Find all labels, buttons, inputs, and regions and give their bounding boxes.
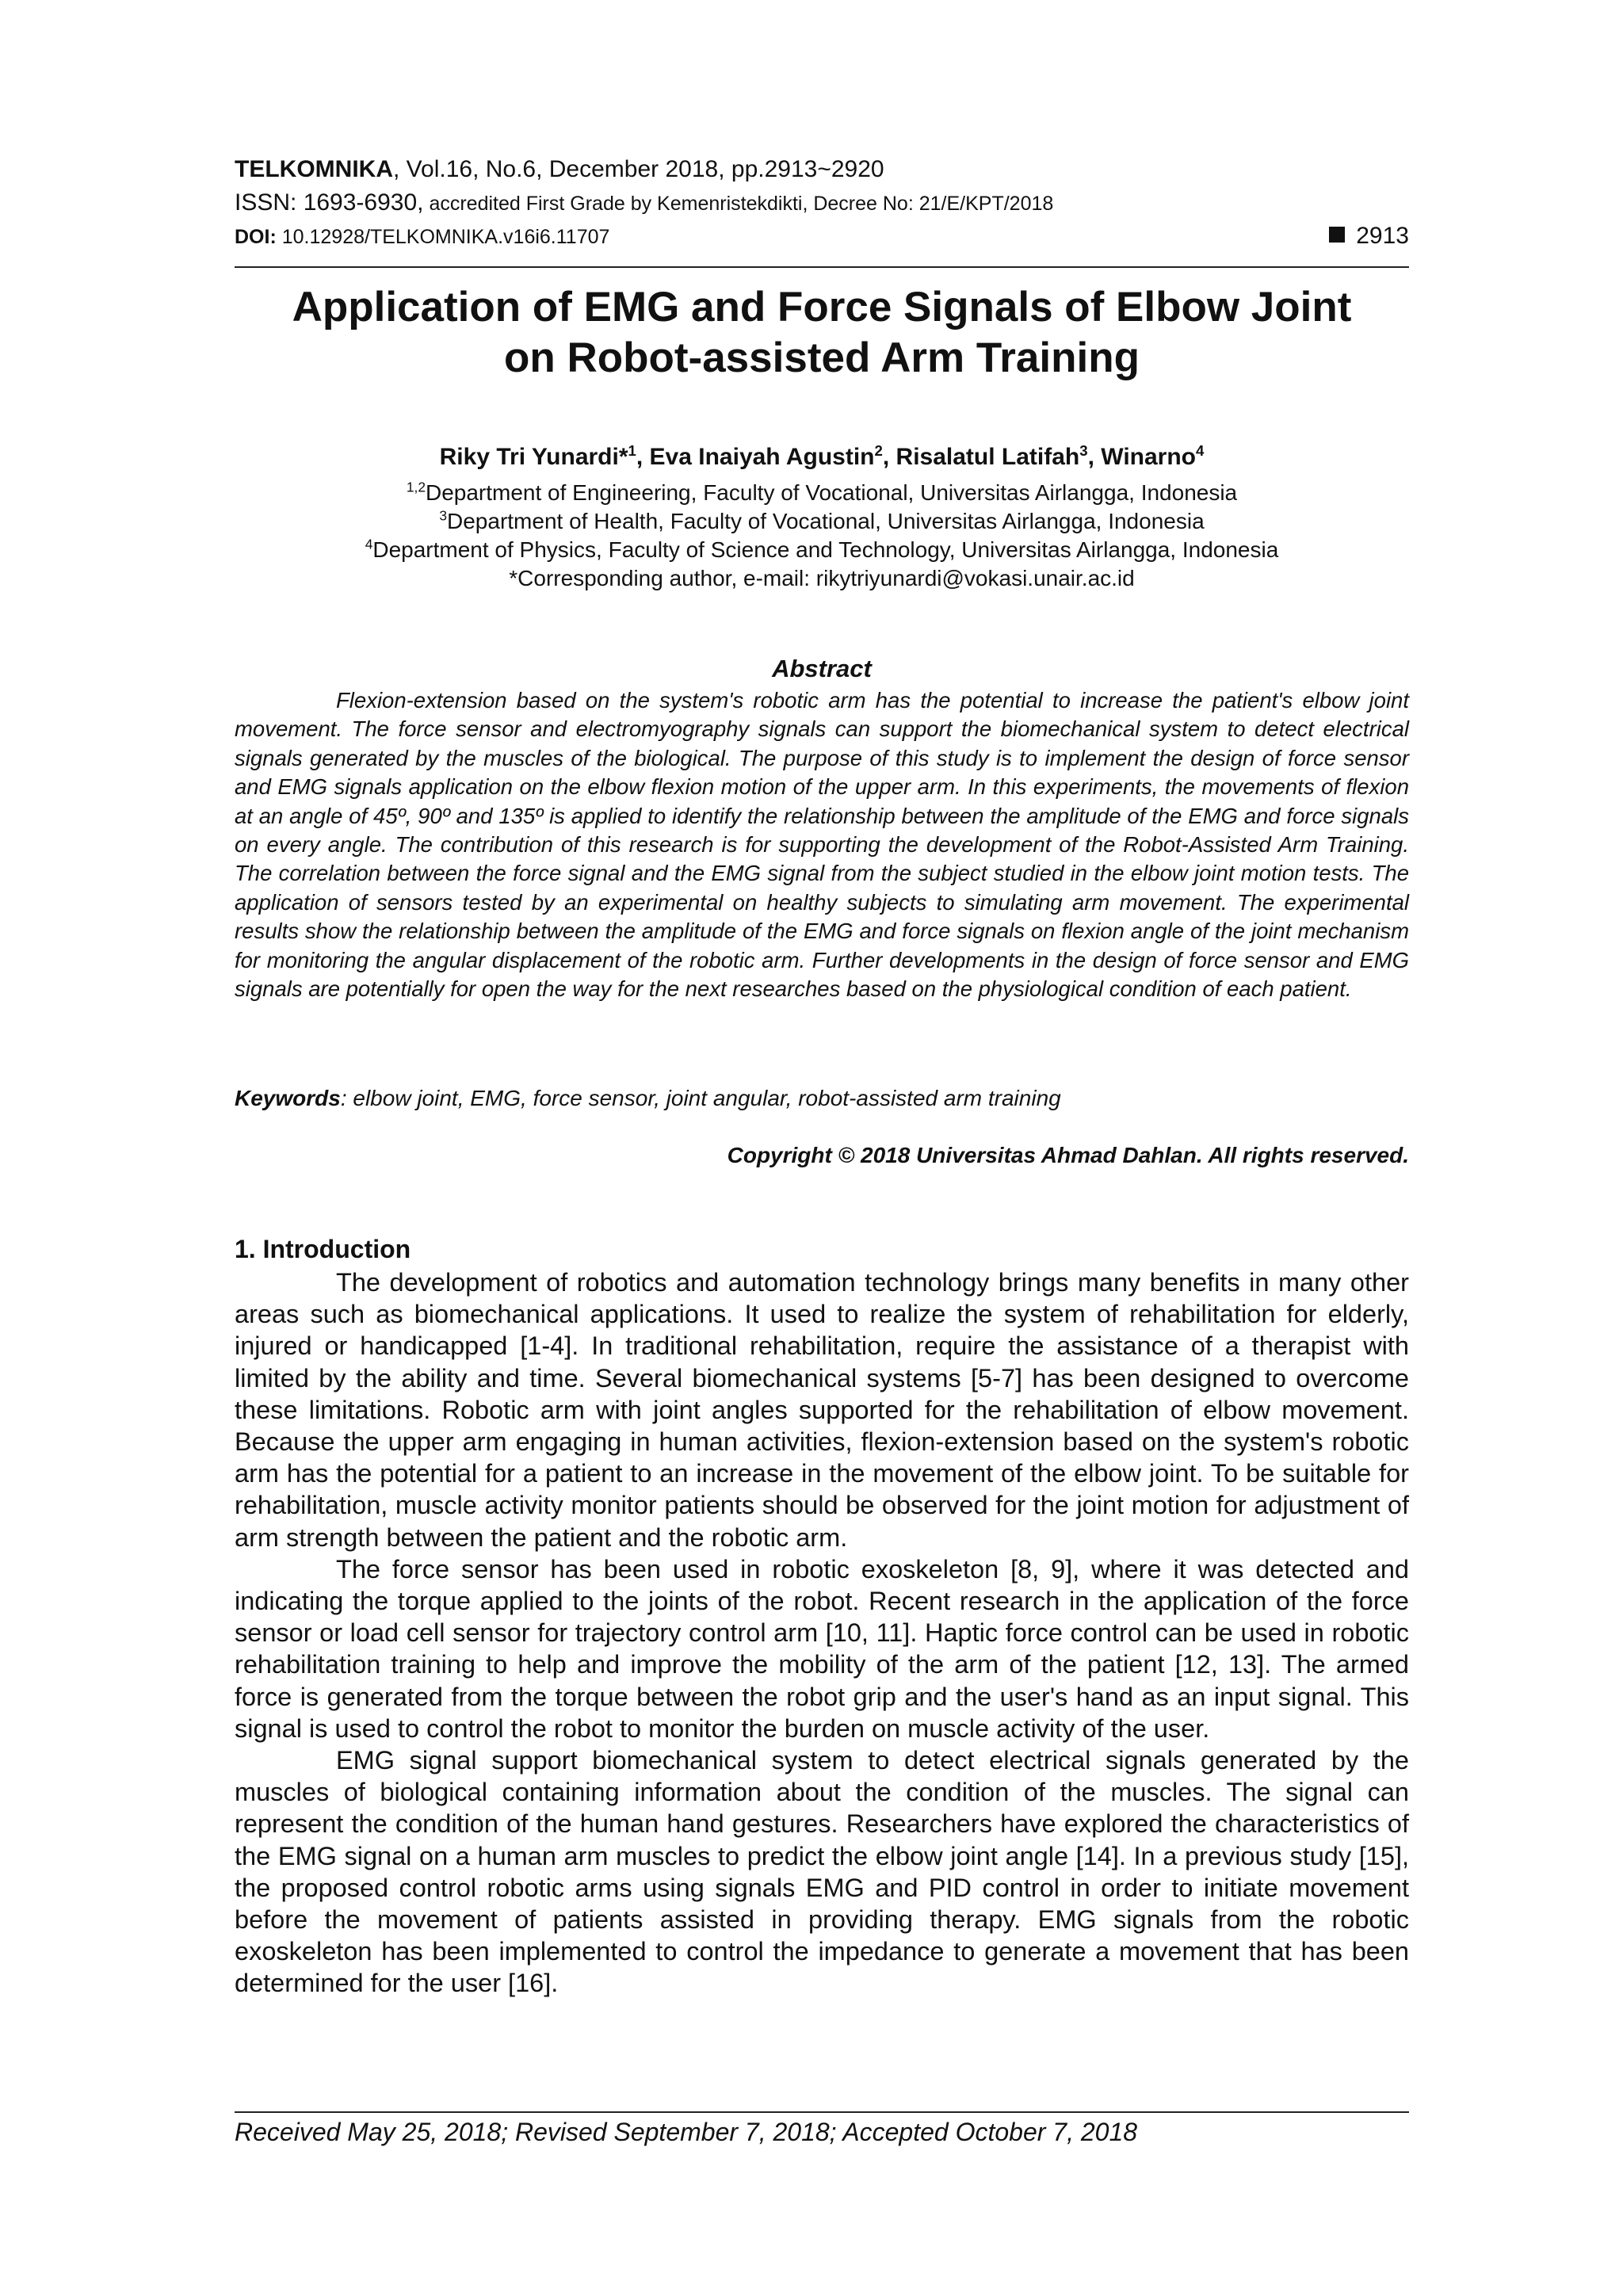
affiliation: [235, 536, 1409, 564]
author-sup: 3: [1079, 442, 1088, 459]
author: Winarno: [1101, 444, 1196, 470]
header-rule: [235, 266, 1409, 268]
paragraph: The force sensor has been used in robotic exoskeleton [8, 9], where it was detected and indicating the torque applied to the joints of the robot. Recent research in the application of the force sensor or load cell sensor for trajectory control arm [10, 11]. Haptic force control can be used in robotic rehabilitation training to help and improve the mobility of the arm of the patient [12, 13]. The armed force is generated from the torque between the robot grip and the user's hand as an input signal. This signal is used to control the robot to monitor the burden on muscle activity of the user.: [235, 1554, 1409, 1743]
affiliation-sup: 3: [439, 507, 447, 524]
received-dates: Received May 25, 2018; Revised September 7, 2018; Accepted October 7, 2018: [235, 2118, 1138, 2146]
issn: ISSN: 1693-6930,: [235, 189, 424, 216]
author-sep: ,: [882, 444, 896, 470]
accreditation: accredited First Grade by Kemenristekdikti, Decree No: 21/E/KPT/2018: [423, 193, 1054, 215]
corresponding-author: *Corresponding author, e-mail: rikytriyunardi@vokasi.unair.ac.id: [509, 566, 1135, 590]
author-sup: 4: [1196, 442, 1205, 459]
author: Eva Inaiyah Agustin: [649, 444, 875, 470]
author-list: [235, 444, 1409, 471]
paper-title: [235, 282, 1409, 384]
author-sup: 1: [628, 442, 636, 459]
title-line-1: Application of EMG and Force Signals of Elbow Joint: [292, 284, 1352, 330]
author: Risalatul Latifah: [896, 444, 1080, 470]
page-number: [1329, 223, 1409, 250]
affiliation-text: Department of Engineering, Faculty of Vocational, Universitas Airlangga, Indonesia: [425, 480, 1238, 505]
footer-rule: [235, 2111, 1409, 2113]
journal-line: [235, 155, 884, 184]
doi-line: [235, 222, 609, 251]
affiliation-sup: 1,2: [406, 479, 426, 495]
affiliation-text: Department of Health, Faculty of Vocational, Universitas Airlangga, Indonesia: [447, 509, 1205, 533]
abstract-heading: Abstract: [772, 655, 872, 682]
abstract-text: Flexion-extension based on the system's robotic arm has the potential to increase the patient's elbow joint movement. The force sensor and electromyography signals can support the biomechanical system to detect electrical signals generated by the muscles of the biological. The purpose of this study is to implement the design of force sensor and EMG signals application on the elbow flexion motion of the upper arm. In this experiments, the movements of flexion at an angle of 45º, 90º and 135º is applied to identify the relationship between the amplitude of the EMG and force signals on every angle. The contribution of this research is for supporting the development of the Robot-Assisted Arm Training. The correlation between the force signal and the EMG signal from the subject studied in the elbow joint motion tests. The application of sensors tested by an experimental on healthy subjects to simulating arm movement. The experimental results show the relationship between the amplitude of the EMG and force signals on flexion angle of the joint mechanism for monitoring the angular displacement of the robotic arm. Further developments in the design of force sensor and EMG signals are potentially for open the way for the next researches based on the physiological condition of each patient.: [235, 688, 1409, 1002]
copyright: Copyright © 2018 Universitas Ahmad Dahlan. All rights reserved.: [727, 1143, 1409, 1167]
journal-name: TELKOMNIKA: [235, 156, 393, 182]
introduction-body: [235, 1266, 1409, 2000]
affiliation-sup: 4: [365, 536, 373, 552]
keywords: [235, 1086, 1061, 1111]
author-sep: ,: [1087, 444, 1102, 470]
author-sep: ,: [636, 444, 650, 470]
section-heading: 1. Introduction: [235, 1235, 411, 1263]
doi-label: DOI:: [235, 226, 277, 248]
square-bullet-icon: [1329, 227, 1345, 243]
affiliation: [235, 479, 1409, 507]
page-number-text: 2913: [1356, 223, 1409, 249]
author: Riky Tri Yunardi*: [439, 444, 628, 470]
title-line-2: on Robot-assisted Arm Training: [504, 334, 1140, 381]
affiliation-text: Department of Physics, Faculty of Science and Technology, Universitas Airlangga, Indonesia: [372, 537, 1279, 562]
keywords-label: Keywords: [235, 1086, 341, 1110]
issn-line: [235, 189, 1053, 218]
affiliation: [235, 507, 1409, 536]
paragraph: EMG signal support biomechanical system to detect electrical signals generated by the muscles of biological containing information about the condition of the muscles. The signal can represent the condition of the human hand gestures. Researchers have explored the characteristics of the EMG signal on a human arm muscles to predict the elbow joint angle [14]. In a previous study [15], the proposed control robotic arms using signals EMG and PID control in order to initiate movement before the movement of patients assisted in providing therapy. EMG signals from the robotic exoskeleton has been implemented to control the impedance to generate a movement that has been determined for the user [16].: [235, 1746, 1409, 1998]
doi-value: 10.12928/TELKOMNIKA.v16i6.11707: [276, 226, 610, 248]
author-sup: 2: [874, 442, 883, 459]
paragraph: The development of robotics and automation technology brings many benefits in many other areas such as biomechanical applications. It used to realize the system of rehabilitation for elderly, injured or handicapped [1-4]. In traditional rehabilitation, require the assistance of a therapist with limited by the ability and time. Several biomechanical systems [5-7] has been designed to overcome these limitations. Robotic arm with joint angles supported for the rehabilitation of elbow movement. Because the upper arm engaging in human activities, flexion-extension based on the system's robotic arm has the potential for a patient to an increase in the movement of the elbow joint. To be suitable for rehabilitation, muscle activity monitor patients should be observed for the joint motion for adjustment of arm strength between the patient and the robotic arm.: [235, 1268, 1409, 1552]
volume-info: , Vol.16, No.6, December 2018, pp.2913~2920: [392, 156, 884, 182]
keywords-text: : elbow joint, EMG, force sensor, joint angular, robot-assisted arm training: [340, 1086, 1061, 1110]
